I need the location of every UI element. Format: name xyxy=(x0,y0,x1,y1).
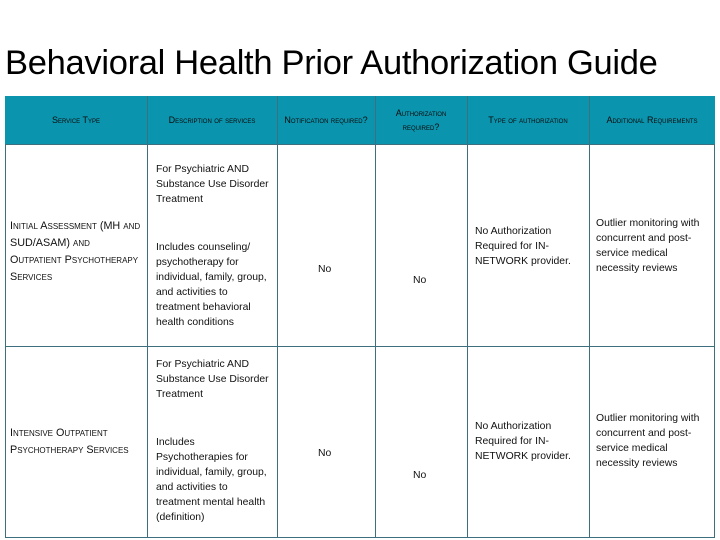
column-divider xyxy=(375,96,376,538)
column-divider xyxy=(147,96,148,538)
header-service-type: Service Type xyxy=(51,114,101,125)
authorization-table xyxy=(5,96,715,538)
column-divider xyxy=(467,96,468,538)
row2-description-bottom: Includes Psychotherapies for individual, family, group, and activities to treatment mental health (definition) xyxy=(156,437,267,523)
header-additional-requirements: Additional Requirements xyxy=(606,114,698,125)
row2-service-type: Intensive Outpatient Psychotherapy Services xyxy=(10,427,129,456)
row1-description-top: For Psychiatric AND Substance Use Disorder Treatment xyxy=(156,164,269,205)
row1-type-of-authorization: No Authorization Required for IN-NETWORK provider. xyxy=(475,226,571,267)
header-description: Description of services xyxy=(168,114,256,125)
header-type-of-authorization: Type of authorization xyxy=(488,114,568,125)
column-divider xyxy=(277,96,278,538)
row1-authorization: No xyxy=(413,275,427,286)
row2-additional-requirements: Outlier monitoring with concurrent and post-service medical necessity reviews xyxy=(596,413,700,469)
header-authorization: Authorization required? xyxy=(395,108,447,132)
row-divider xyxy=(5,346,715,347)
header-notification: Notification required? xyxy=(284,114,368,125)
row2-authorization: No xyxy=(413,470,427,481)
page-title: Behavioral Health Prior Authorization Guide xyxy=(5,44,658,82)
row2-description-top: For Psychiatric AND Substance Use Disorder Treatment xyxy=(156,359,269,400)
row2-type-of-authorization: No Authorization Required for IN-NETWORK provider. xyxy=(475,421,571,462)
row1-notification: No xyxy=(318,264,332,275)
row1-service-type: Initial Assessment (MH and SUD/ASAM) and Outpatient Psychotherapy Services xyxy=(10,220,141,283)
row1-description-bottom: Includes counseling/ psychotherapy for individual, family, group, and activities to treatment behavioral health conditions xyxy=(156,242,267,328)
row2-notification: No xyxy=(318,448,332,459)
column-divider xyxy=(589,96,590,538)
row1-additional-requirements: Outlier monitoring with concurrent and post-service medical necessity reviews xyxy=(596,218,700,274)
